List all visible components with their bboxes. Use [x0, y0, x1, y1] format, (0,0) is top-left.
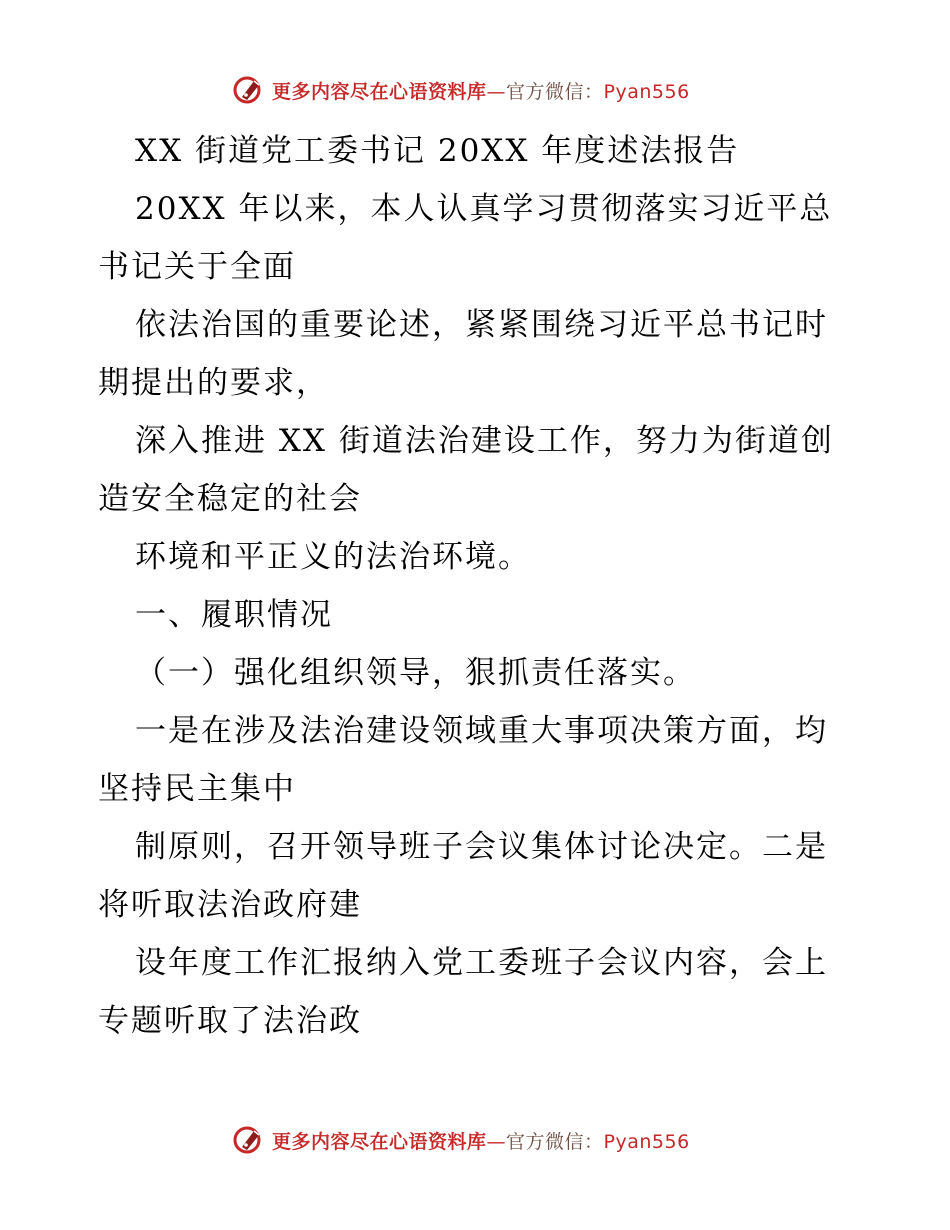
banner-site-name: 更多内容尽在心语资料库 [272, 1130, 487, 1153]
banner-text [272, 1127, 690, 1154]
paragraph-6: 制原则，召开领导班子会议集体讨论决定。二是将听取法治政府建 [98, 829, 828, 923]
banner-site-name: 更多内容尽在心语资料库 [272, 80, 487, 103]
banner-separator: — [486, 80, 507, 103]
pen-nib-logo-icon [232, 1123, 266, 1157]
header-banner [232, 70, 752, 110]
document-title: XX 街道党工委书记 20XX 年度述法报告 [135, 133, 740, 169]
section-heading: 一、履职情况 [135, 597, 333, 633]
document-body [98, 122, 858, 1050]
banner-separator: — [486, 1130, 507, 1153]
paragraph-4: 环境和平正义的法治环境。 [135, 539, 531, 575]
banner-wechat-id: Pyan556 [603, 80, 690, 103]
paragraph-7: 设年度工作汇报纳入党工委班子会议内容，会上专题听取了法治政 [98, 945, 828, 1039]
banner-wechat-label: 官方微信： [506, 80, 604, 103]
banner-wechat-id: Pyan556 [603, 1130, 690, 1153]
paragraph-5: 一是在涉及法治建设领域重大事项决策方面，均坚持民主集中 [98, 713, 828, 807]
banner-wechat-label: 官方微信： [506, 1130, 604, 1153]
subsection-heading: （一）强化组织领导，狠抓责任落实。 [135, 655, 696, 691]
pen-nib-logo-icon [232, 73, 266, 107]
banner-text [272, 77, 690, 104]
paragraph-2: 依法治国的重要论述，紧紧围绕习近平总书记时期提出的要求， [98, 307, 828, 401]
paragraph-3: 深入推进 XX 街道法治建设工作，努力为街道创造安全稳定的社会 [98, 423, 834, 517]
paragraph-1: 20XX 年以来，本人认真学习贯彻落实习近平总书记关于全面 [98, 191, 833, 285]
footer-banner [232, 1120, 752, 1160]
